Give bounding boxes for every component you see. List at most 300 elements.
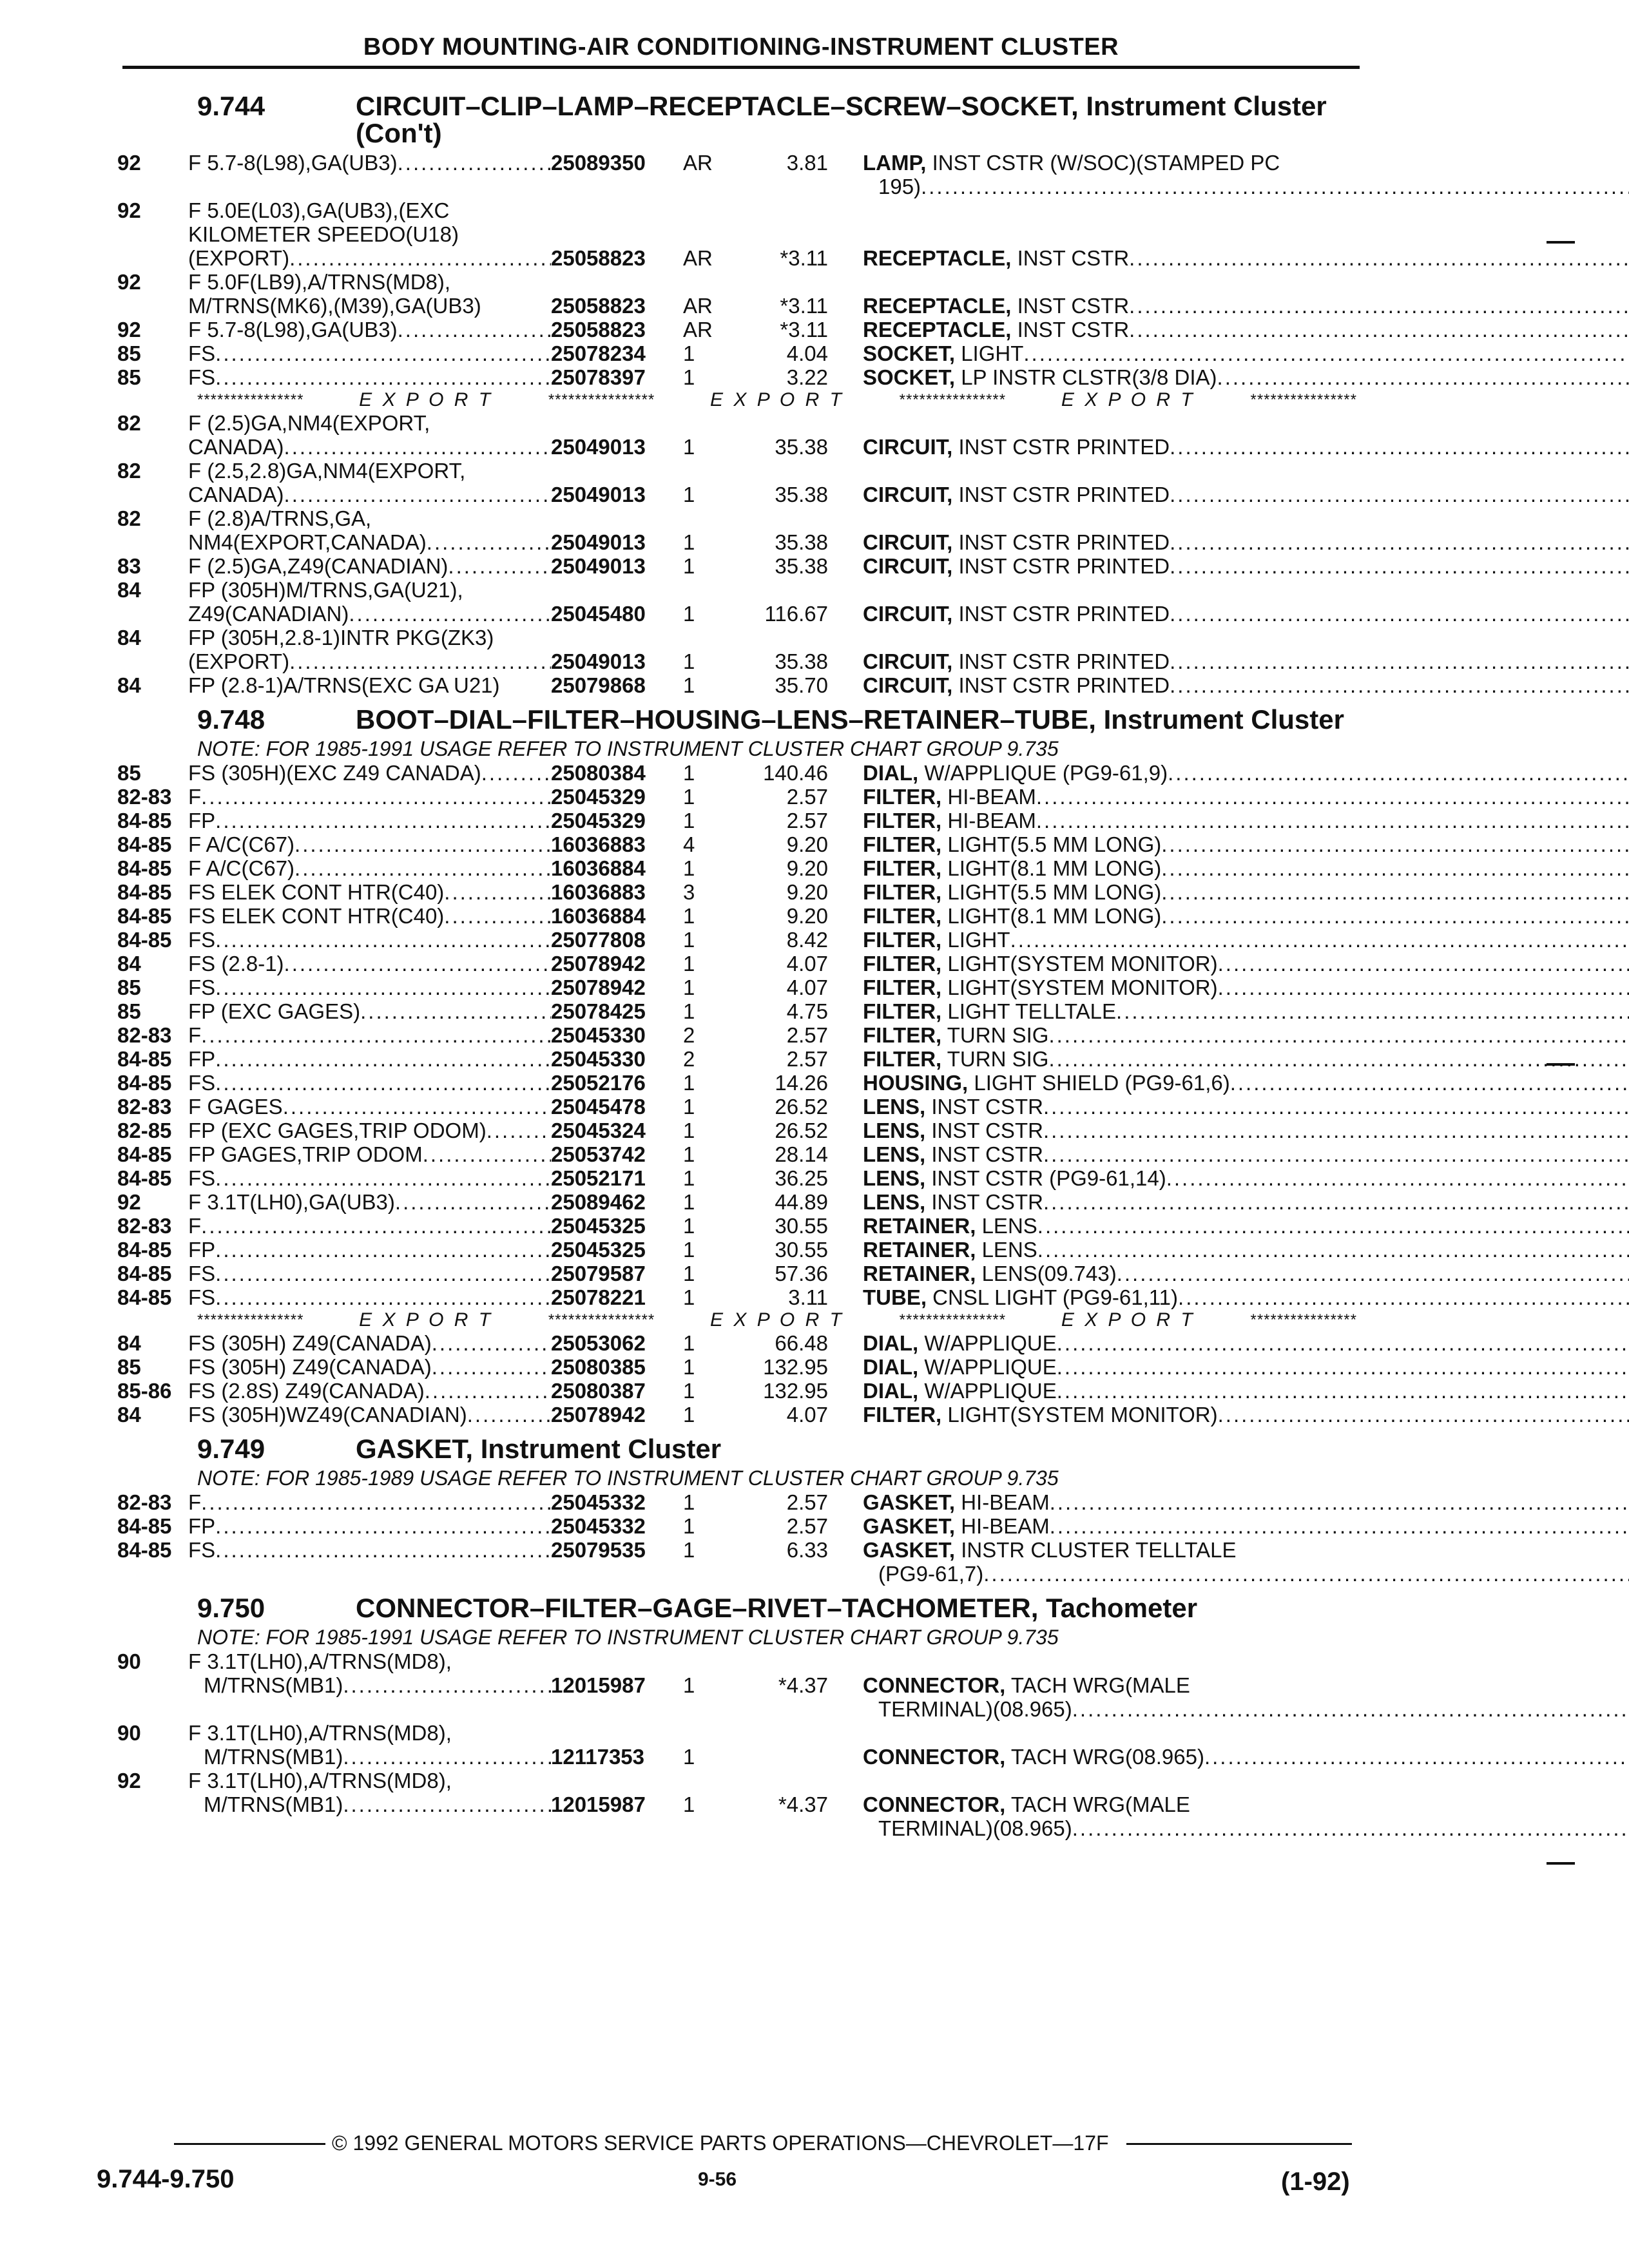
price: 30.55	[775, 1238, 828, 1262]
dot-leader	[1057, 1355, 1629, 1379]
name-line	[863, 530, 1629, 554]
part-name	[863, 1262, 1629, 1285]
table-row	[108, 1214, 1365, 1238]
part-number: 25053062	[551, 1331, 646, 1355]
name-detail: W/APPLIQUE	[918, 1379, 1057, 1403]
price: *3.11	[780, 318, 828, 341]
name-keyword: CONNECTOR,	[863, 1745, 1006, 1769]
application-desc	[188, 999, 551, 1023]
dot-leader	[425, 1379, 551, 1403]
name-line	[863, 365, 1629, 389]
part-number: 12117353	[551, 1745, 645, 1769]
price: 35.38	[775, 649, 828, 673]
application-desc	[188, 1095, 551, 1119]
part-name	[863, 1538, 1629, 1586]
export-divider	[108, 389, 1365, 411]
desc-line	[188, 785, 551, 809]
desc-line	[188, 1190, 551, 1214]
name-detail: INST CSTR	[1011, 246, 1130, 270]
section-range: 9.744-9.750	[97, 2165, 235, 2193]
part-number: 25078221	[551, 1285, 646, 1309]
part-number: 16036883	[551, 880, 646, 904]
table-row-continued	[108, 1721, 1365, 1745]
catalog-section	[108, 706, 1365, 1427]
name-keyword: LAMP,	[863, 151, 927, 175]
part-number: 25045332	[551, 1490, 646, 1514]
name-detail: TURN SIG	[941, 1023, 1049, 1047]
desc-text: F	[188, 1023, 202, 1047]
quantity: 4	[683, 832, 695, 856]
name-keyword: LENS,	[863, 1119, 926, 1142]
catalog-section	[108, 1436, 1365, 1586]
quantity: 1	[683, 1214, 695, 1238]
name-keyword: LENS,	[863, 1166, 926, 1190]
dot-leader	[215, 928, 551, 952]
export-label: E X P O R T	[359, 1309, 494, 1331]
name-keyword: CONNECTOR,	[863, 1673, 1006, 1697]
part-name	[863, 785, 1629, 809]
model-year: 92	[117, 1769, 141, 1792]
model-year: 85	[117, 761, 141, 785]
quantity: 1	[683, 1071, 695, 1095]
application-desc: F (2.8)A/TRNS,GA,	[188, 506, 372, 530]
dot-leader	[215, 1071, 551, 1095]
dot-leader	[201, 785, 551, 809]
name-text	[863, 365, 1217, 389]
divider-stars: ****************	[1250, 1311, 1357, 1329]
table-row	[108, 856, 1365, 880]
dot-leader	[1170, 602, 1629, 626]
application-desc	[188, 673, 551, 697]
export-divider	[108, 1309, 1365, 1331]
application-desc	[188, 904, 551, 928]
table-row	[108, 151, 1365, 198]
dot-leader	[215, 975, 551, 999]
dot-leader	[1057, 1379, 1629, 1403]
dot-leader	[1168, 761, 1629, 785]
dot-leader	[427, 530, 551, 554]
desc-text: FP	[188, 1047, 216, 1071]
name-line	[863, 1673, 1629, 1697]
quantity: AR	[683, 294, 713, 318]
name-line	[863, 1119, 1629, 1142]
dot-leader	[294, 832, 551, 856]
quantity: 1	[683, 1166, 695, 1190]
price: 30.55	[775, 1214, 828, 1238]
desc-text: M/TRNS(MB1)	[204, 1792, 343, 1816]
quantity: 1	[683, 1673, 695, 1697]
quantity: 1	[683, 365, 695, 389]
desc-text: F (2.5)GA,Z49(CANADIAN)	[188, 554, 448, 578]
name-keyword: CIRCUIT,	[863, 649, 953, 673]
name-keyword: DIAL,	[863, 1331, 919, 1355]
dot-leader	[1204, 1745, 1629, 1769]
desc-line	[188, 928, 551, 952]
desc-line	[188, 880, 551, 904]
quantity: 1	[683, 602, 695, 626]
desc-line	[188, 1238, 551, 1262]
section-number: 9.744	[197, 91, 265, 121]
name-line	[863, 318, 1629, 341]
desc-text: (EXPORT)	[188, 246, 290, 270]
dot-leader	[444, 880, 551, 904]
name-line	[863, 856, 1629, 880]
price: 2.57	[786, 785, 828, 809]
model-year: 85	[117, 975, 141, 999]
desc-text: FP	[188, 1514, 216, 1538]
name-detail: LP INSTR CLSTR(3/8 DIA)	[955, 365, 1217, 389]
model-year: 84-85	[117, 1238, 172, 1262]
model-year: 84-85	[117, 1285, 172, 1309]
price: 2.57	[786, 1490, 828, 1514]
table-row-continued	[108, 411, 1365, 435]
name-keyword: FILTER,	[863, 928, 942, 952]
name-line	[863, 1379, 1629, 1403]
dot-leader	[1043, 1190, 1629, 1214]
model-year: 85	[117, 365, 141, 389]
name-keyword: FILTER,	[863, 1403, 942, 1427]
desc-line	[188, 1166, 551, 1190]
usage-note: NOTE: FOR 1985-1991 USAGE REFER TO INSTRUMENT CLUSTER CHART GROUP 9.735	[197, 1626, 1059, 1649]
name-keyword: CIRCUIT,	[863, 483, 953, 506]
table-row-continued	[108, 459, 1365, 483]
name-keyword: FILTER,	[863, 1047, 942, 1071]
section-number: 9.748	[197, 704, 265, 735]
dot-leader	[487, 1119, 551, 1142]
quantity: 1	[683, 1490, 695, 1514]
dot-leader	[1072, 1816, 1629, 1840]
quantity: 1	[683, 1379, 695, 1403]
part-name	[863, 1166, 1629, 1190]
name-keyword: RECEPTACLE,	[863, 246, 1012, 270]
desc-line	[188, 673, 551, 697]
divider-stars: ****************	[548, 1311, 655, 1329]
name-line	[863, 880, 1629, 904]
dot-leader	[349, 602, 551, 626]
desc-line	[188, 1119, 551, 1142]
model-year: 82	[117, 459, 141, 483]
part-name	[863, 435, 1629, 459]
model-year: 84-85	[117, 1514, 172, 1538]
desc-line	[188, 341, 551, 365]
name-line	[863, 975, 1629, 999]
table-row	[108, 1379, 1365, 1403]
name-detail: LIGHT(5.5 MM LONG)	[941, 880, 1162, 904]
name-keyword: GASKET,	[863, 1538, 956, 1562]
application-desc	[188, 1262, 551, 1285]
name-text	[863, 1792, 1190, 1816]
dot-leader	[215, 1514, 551, 1538]
desc-line	[188, 1023, 551, 1047]
dot-leader	[1218, 975, 1629, 999]
dot-leader	[395, 1190, 551, 1214]
desc-text: FS (305H) Z49(CANADA)	[188, 1331, 432, 1355]
divider-stars: ****************	[1250, 391, 1357, 408]
part-name	[863, 880, 1629, 904]
name-text	[863, 435, 1170, 459]
name-detail: INST CSTR PRINTED	[952, 530, 1170, 554]
desc-text: F	[188, 1214, 202, 1238]
part-number: 25089350	[551, 151, 646, 175]
part-name	[863, 1514, 1629, 1538]
dot-leader	[1129, 246, 1629, 270]
part-name	[863, 856, 1629, 880]
desc-text: FS	[188, 341, 216, 365]
part-number: 25080384	[551, 761, 646, 785]
desc-line	[188, 530, 551, 554]
desc-text: F A/C(C67)	[188, 856, 295, 880]
dot-leader	[1161, 880, 1629, 904]
application-desc	[188, 975, 551, 999]
model-year: 84	[117, 578, 141, 602]
name-cont-text: (PG9-61,7)	[878, 1562, 984, 1586]
dot-leader	[1057, 1331, 1629, 1355]
desc-text: FS	[188, 1166, 216, 1190]
table-row	[108, 530, 1365, 554]
name-keyword: GASKET,	[863, 1490, 956, 1514]
name-detail: INST CSTR	[925, 1190, 1043, 1214]
model-year: 82-83	[117, 1095, 172, 1119]
name-keyword: RETAINER,	[863, 1214, 976, 1238]
name-text	[863, 1142, 1043, 1166]
table-row	[108, 1262, 1365, 1285]
name-line	[863, 1095, 1629, 1119]
desc-line	[188, 1355, 551, 1379]
name-text	[863, 1023, 1048, 1047]
price: 2.57	[786, 809, 828, 832]
price: 2.57	[786, 1023, 828, 1047]
part-number: 25045329	[551, 809, 646, 832]
name-text	[863, 151, 1280, 175]
quantity: 1	[683, 1538, 695, 1562]
dot-leader	[215, 341, 551, 365]
application-desc	[188, 785, 551, 809]
model-year	[108, 294, 188, 318]
name-detail: LIGHT SHIELD (PG9-61,6)	[968, 1071, 1230, 1095]
table-row	[108, 1331, 1365, 1355]
part-name	[863, 1238, 1629, 1262]
name-text	[863, 1514, 1050, 1538]
name-detail: TACH WRG(MALE	[1005, 1673, 1190, 1697]
quantity: 1	[683, 809, 695, 832]
part-number: 12015987	[551, 1673, 646, 1697]
desc-text: F 5.7-8(L98),GA(UB3)	[188, 151, 398, 175]
table-row	[108, 761, 1365, 785]
part-number: 25077808	[551, 928, 646, 952]
name-line	[863, 928, 1629, 952]
desc-line	[188, 151, 551, 175]
part-name	[863, 1023, 1629, 1047]
part-name	[863, 483, 1629, 506]
desc-text: FS	[188, 1538, 216, 1562]
part-name	[863, 1331, 1629, 1355]
quantity: 1	[683, 1514, 695, 1538]
name-line	[863, 435, 1629, 459]
dot-leader	[481, 761, 551, 785]
price: 3.11	[788, 1285, 828, 1309]
application-desc	[188, 1071, 551, 1095]
desc-line	[188, 975, 551, 999]
name-text	[863, 1047, 1048, 1071]
name-line	[863, 1792, 1629, 1816]
part-name	[863, 1792, 1629, 1840]
dot-leader	[983, 1562, 1629, 1586]
application-desc	[188, 1673, 551, 1721]
part-name	[863, 952, 1629, 975]
table-row	[108, 880, 1365, 904]
part-name	[863, 1119, 1629, 1142]
quantity: 2	[683, 1023, 695, 1047]
name-detail: TACH WRG(MALE	[1005, 1792, 1190, 1816]
price: 4.04	[786, 341, 828, 365]
name-keyword: FILTER,	[863, 880, 942, 904]
part-name	[863, 809, 1629, 832]
price: 132.95	[763, 1355, 828, 1379]
part-name	[863, 365, 1629, 389]
quantity: 1	[683, 975, 695, 999]
dot-leader	[201, 1023, 551, 1047]
price: 9.20	[786, 904, 828, 928]
part-number: 16036884	[551, 904, 646, 928]
dot-leader	[1230, 1071, 1629, 1095]
name-keyword: RETAINER,	[863, 1262, 976, 1285]
model-year: 84-85	[117, 1071, 172, 1095]
desc-text: Z49(CANADIAN)	[188, 602, 349, 626]
table-row-continued	[108, 222, 1365, 246]
name-line	[863, 246, 1629, 270]
name-detail: INST CSTR (PG9-61,14)	[925, 1166, 1166, 1190]
dot-leader	[215, 365, 551, 389]
price: 6.33	[786, 1538, 828, 1562]
application-desc: F 5.0E(L03),GA(UB3),(EXC	[188, 198, 450, 222]
part-name	[863, 602, 1629, 626]
dot-leader	[1170, 530, 1629, 554]
name-line	[863, 1023, 1629, 1047]
name-detail: CNSL LIGHT (PG9-61,11)	[927, 1285, 1179, 1309]
table-row	[108, 952, 1365, 975]
catalog-section	[108, 93, 1365, 697]
part-number: 25045330	[551, 1023, 646, 1047]
model-year: 84	[117, 952, 141, 975]
price: 36.25	[775, 1166, 828, 1190]
part-name	[863, 1355, 1629, 1379]
application-desc	[188, 151, 551, 198]
table-row	[108, 1538, 1365, 1586]
dot-leader	[215, 1538, 551, 1562]
name-keyword: CIRCUIT,	[863, 602, 953, 626]
desc-line	[188, 761, 551, 785]
dot-leader	[1050, 1490, 1629, 1514]
model-year	[108, 1745, 188, 1769]
margin-mark	[1547, 1862, 1575, 1865]
part-number: 25045325	[551, 1238, 646, 1262]
part-name	[863, 832, 1629, 856]
dot-leader	[284, 952, 551, 975]
desc-text: (EXPORT)	[188, 649, 290, 673]
model-year: 82	[117, 411, 141, 435]
name-text	[863, 602, 1170, 626]
table-row	[108, 904, 1365, 928]
quantity: 1	[683, 1238, 695, 1262]
name-detail: TACH WRG(08.965)	[1005, 1745, 1204, 1769]
table-row	[108, 1142, 1365, 1166]
name-text	[863, 809, 1036, 832]
model-year	[108, 483, 188, 506]
application-desc	[188, 1142, 551, 1166]
dot-leader	[201, 1214, 551, 1238]
part-name	[863, 341, 1629, 365]
desc-line	[188, 1142, 551, 1166]
part-name	[863, 649, 1629, 673]
section-heading	[108, 1595, 1365, 1622]
price: 26.52	[775, 1119, 828, 1142]
dot-leader	[432, 1355, 551, 1379]
desc-line	[188, 1262, 551, 1285]
model-year: 92	[117, 270, 141, 294]
name-text	[863, 1119, 1043, 1142]
dot-leader	[1218, 952, 1629, 975]
name-detail: LIGHT(8.1 MM LONG)	[941, 904, 1162, 928]
desc-line	[188, 649, 551, 673]
application-desc: FP (305H,2.8-1)INTR PKG(ZK3)	[188, 626, 494, 649]
name-keyword: RECEPTACLE,	[863, 294, 1012, 318]
dot-leader	[343, 1792, 551, 1816]
model-year: 85-86	[117, 1379, 172, 1403]
table-row	[108, 1047, 1365, 1071]
name-keyword: SOCKET,	[863, 365, 956, 389]
name-keyword: GASKET,	[863, 1514, 956, 1538]
name-line	[863, 1047, 1629, 1071]
application-desc: KILOMETER SPEEDO(U18)	[188, 222, 459, 246]
application-desc	[188, 1238, 551, 1262]
dot-leader	[921, 175, 1629, 198]
quantity: 1	[683, 928, 695, 952]
name-line	[863, 952, 1629, 975]
price: 35.38	[775, 435, 828, 459]
name-text	[863, 1262, 1117, 1285]
name-detail: LIGHT(8.1 MM LONG)	[941, 856, 1162, 880]
table-row	[108, 1023, 1365, 1047]
name-text	[863, 294, 1129, 318]
name-keyword: FILTER,	[863, 809, 942, 832]
price: 35.38	[775, 554, 828, 578]
model-year: 84-85	[117, 1538, 172, 1562]
model-year: 85	[117, 999, 141, 1023]
name-text	[863, 1538, 1236, 1562]
price: *3.11	[780, 246, 828, 270]
part-name	[863, 151, 1629, 198]
name-keyword: FILTER,	[863, 1023, 942, 1047]
section-title: CIRCUIT–CLIP–LAMP–RECEPTACLE–SCREW–SOCKET, Instrument Cluster (Con't)	[356, 91, 1327, 148]
part-number: 25080387	[551, 1379, 646, 1403]
section-title: CONNECTOR–FILTER–GAGE–RIVET–TACHOMETER, Tachometer	[356, 1593, 1198, 1623]
name-keyword: RECEPTACLE,	[863, 318, 1012, 341]
dot-leader	[283, 1095, 551, 1119]
part-number: 25079587	[551, 1262, 646, 1285]
page-header	[122, 31, 1360, 69]
margin-mark	[1547, 1063, 1575, 1066]
dot-leader	[294, 856, 551, 880]
desc-line	[188, 602, 551, 626]
model-year: 82-83	[117, 1490, 172, 1514]
section-heading	[108, 1436, 1365, 1463]
name-line	[863, 1355, 1629, 1379]
model-year: 84-85	[117, 1262, 172, 1285]
table-row	[108, 928, 1365, 952]
name-text	[863, 1673, 1190, 1697]
part-name	[863, 318, 1629, 341]
model-year	[108, 649, 188, 673]
